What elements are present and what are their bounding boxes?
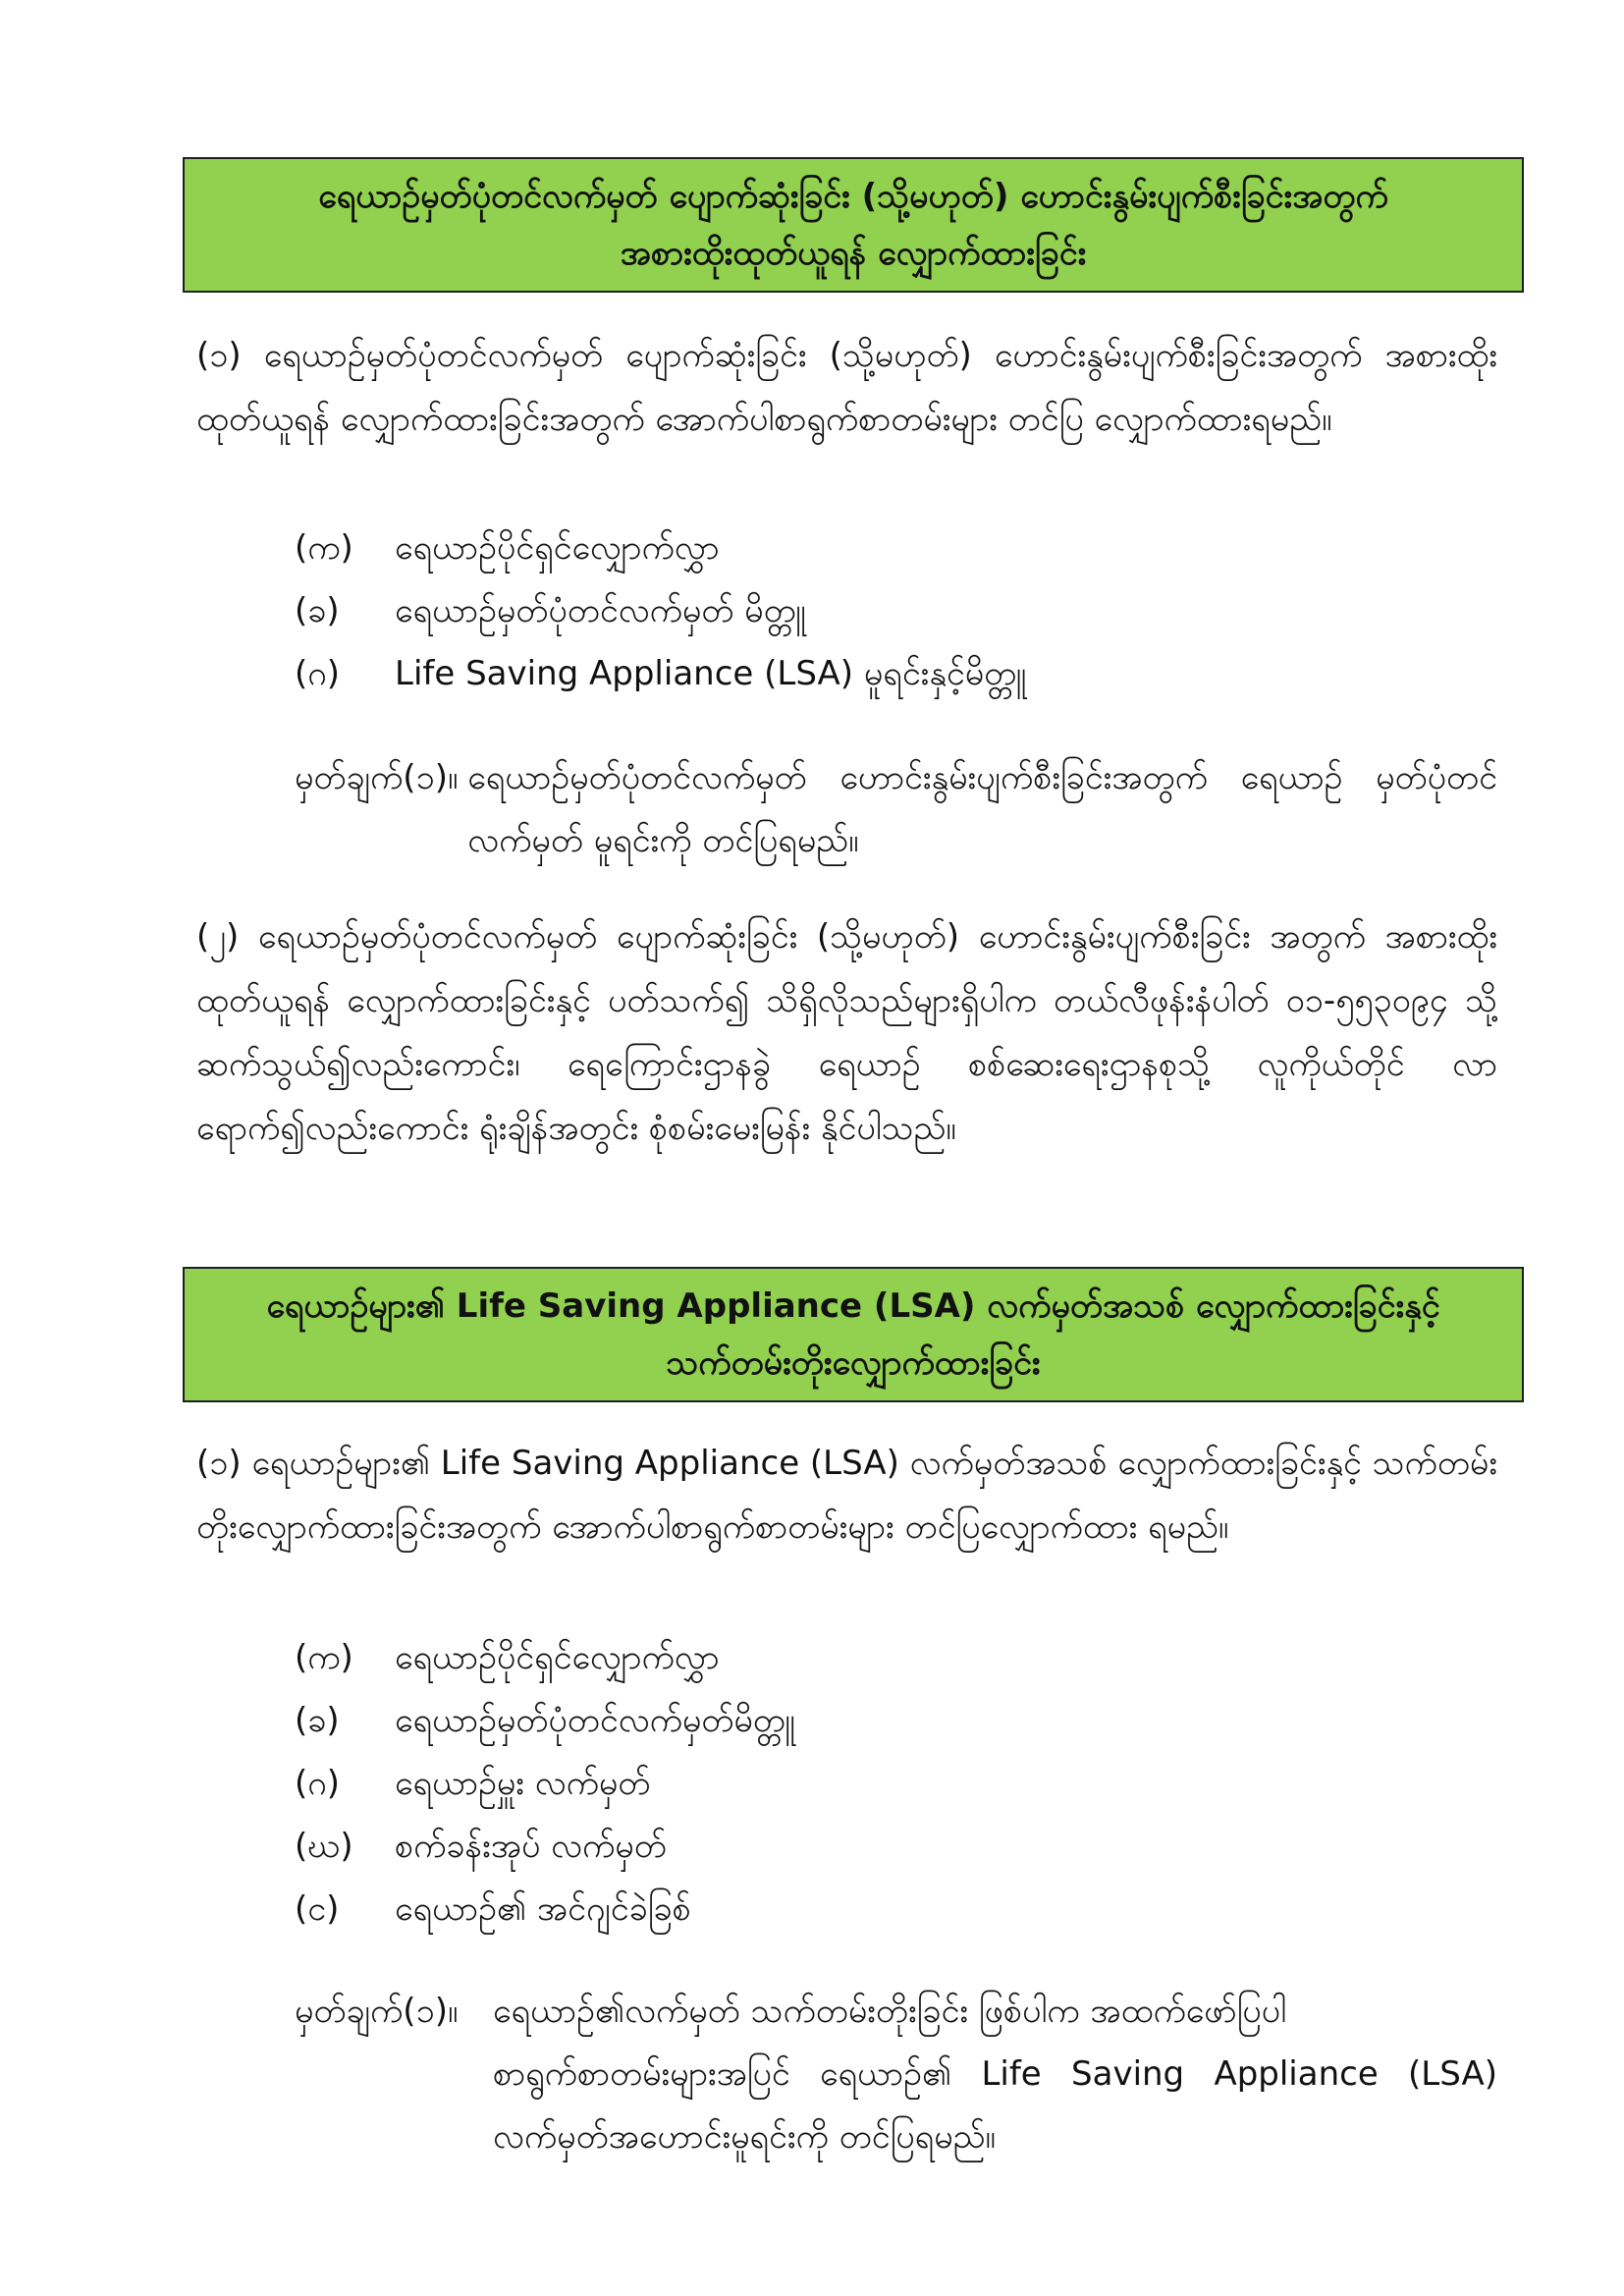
- list-item: [295, 1689, 1473, 1752]
- list-text: Life Saving Appliance (LSA) မူရင်းနှင့်မိတ္တူ: [395, 654, 1027, 693]
- section1-document-list: [295, 517, 1473, 705]
- section1-paragraph-1: (၁) ရေယာဉ်မှတ်ပုံတင်လက်မှတ် ပျောက်ဆုံးခြင်း (သို့မဟုတ်) ဟောင်းနွမ်းပျက်စီးခြင်းအတွက် အစားထိုးထုတ်ယူရန် လျှောက်ထားခြင်းအတွက် အောက်ပါစာရွက်စာတမ်းများ တင်ပြ လျှောက်ထားရမည်။: [196, 336, 1497, 439]
- section1-title-line1: ရေယာဉ်မှတ်ပုံတင်လက်မှတ် ပျောက်ဆုံးခြင်း (သို့မဟုတ်) ဟောင်းနွမ်းပျက်စီးခြင်းအတွက်: [318, 177, 1388, 216]
- list-item: [295, 1815, 1473, 1878]
- note-text-rest: စာရွက်စာတမ်းများအပြင် ရေယာဉ်၏ Life Saving Appliance (LSA) လက်မှတ်အဟောင်းမူရင်းကို တင်ပြရမည်။: [493, 2054, 1497, 2157]
- section2-title-line1: ရေယာဉ်များ၏ Life Saving Appliance (LSA) လက်မှတ်အသစ် လျှောက်ထားခြင်းနှင့်: [266, 1286, 1440, 1326]
- section2-heading-box: [183, 1267, 1524, 1402]
- list-text: ရေယာဉ်ပိုင်ရှင်လျှောက်လွှာ: [395, 1638, 720, 1677]
- note-label: မှတ်ချက်(၁)။: [295, 1992, 459, 2031]
- list-text: ရေယာဉ်ပိုင်ရှင်လျှောက်လွှာ: [395, 528, 720, 568]
- list-marker: (ခ): [295, 1701, 340, 1740]
- list-marker: (ဃ): [295, 1827, 353, 1866]
- section2-document-list: [295, 1626, 1473, 1941]
- list-marker: (ဂ): [295, 1764, 340, 1803]
- list-item: [295, 1878, 1473, 1941]
- note-text: ရေယာဉ်မှတ်ပုံတင်လက်မှတ် ဟောင်းနွမ်းပျက်စီးခြင်းအတွက် ရေယာဉ် မှတ်ပုံတင်လက်မှတ် မူရင်းကို တင်ပြရမည်။: [467, 758, 1497, 860]
- list-item: [295, 517, 1473, 579]
- list-marker: (က): [295, 528, 353, 568]
- list-text: ရေယာဉ်မှတ်ပုံတင်လက်မှတ် မိတ္တူ: [395, 591, 806, 630]
- note-label: မှတ်ချက်(၁)။: [295, 758, 459, 797]
- list-marker: (က): [295, 1638, 353, 1677]
- list-text: စက်ခန်းအုပ် လက်မှတ်: [395, 1827, 667, 1866]
- list-text: ရေယာဉ်မှူး လက်မှတ်: [395, 1764, 651, 1803]
- note-text-line1: ရေယာဉ်၏လက်မှတ် သက်တမ်းတိုးခြင်း ဖြစ်ပါက အထက်ဖော်ပြပါ: [493, 1992, 1286, 2031]
- list-text: ရေယာဉ်၏ အင်ဂျင်ခဲခြစ်: [395, 1889, 691, 1929]
- list-marker: (ခ): [295, 591, 340, 630]
- list-item: [295, 1752, 1473, 1815]
- section2-note: [295, 1980, 1497, 2168]
- section2-title-line2: သက်တမ်းတိုးလျှောက်ထားခြင်း: [666, 1343, 1041, 1383]
- list-marker: (ဂ): [295, 654, 340, 693]
- list-marker: (င): [295, 1889, 340, 1929]
- section2-paragraph-1: (၁) ရေယာဉ်များ၏ Life Saving Appliance (LSA) လက်မှတ်အသစ် လျှောက်ထားခြင်းနှင့် သက်တမ်းတိုးလျှောက်ထားခြင်းအတွက် အောက်ပါစာရွက်စာတမ်းများ တင်ပြလျှောက်ထား ရမည်။: [196, 1444, 1497, 1547]
- list-item: [295, 579, 1473, 642]
- list-item: [295, 1626, 1473, 1689]
- section1-note: [295, 746, 1497, 872]
- section1-heading-box: [183, 157, 1524, 293]
- list-item: [295, 642, 1473, 705]
- section1-title-line2: အစားထိုးထုတ်ယူရန် လျှောက်ထားခြင်း: [620, 234, 1087, 273]
- list-text: ရေယာဉ်မှတ်ပုံတင်လက်မှတ်မိတ္တူ: [395, 1701, 795, 1740]
- section1-paragraph-2: (၂) ရေယာဉ်မှတ်ပုံတင်လက်မှတ် ပျောက်ဆုံးခြင်း (သို့မဟုတ်) ဟောင်းနွမ်းပျက်စီးခြင်း အတွက် အစားထိုးထုတ်ယူရန် လျှောက်ထားခြင်းနှင့် ပတ်သက်၍ သိရှိလိုသည်များရှိပါက တယ်လီဖုန်းနံပါတ် ၀၁-၅၅၃၀၉၄ သို့ ဆက်သွယ်၍လည်းကောင်း၊ ရေကြောင်းဌာနခွဲ ရေယာဉ် စစ်ဆေးရေးဌာနစုသို့ လူကိုယ်တိုင် လာရောက်၍လည်းကောင်း ရုံးချိန်အတွင်း စုံစမ်းမေးမြန်း နိုင်ပါသည်။: [196, 917, 1497, 1148]
